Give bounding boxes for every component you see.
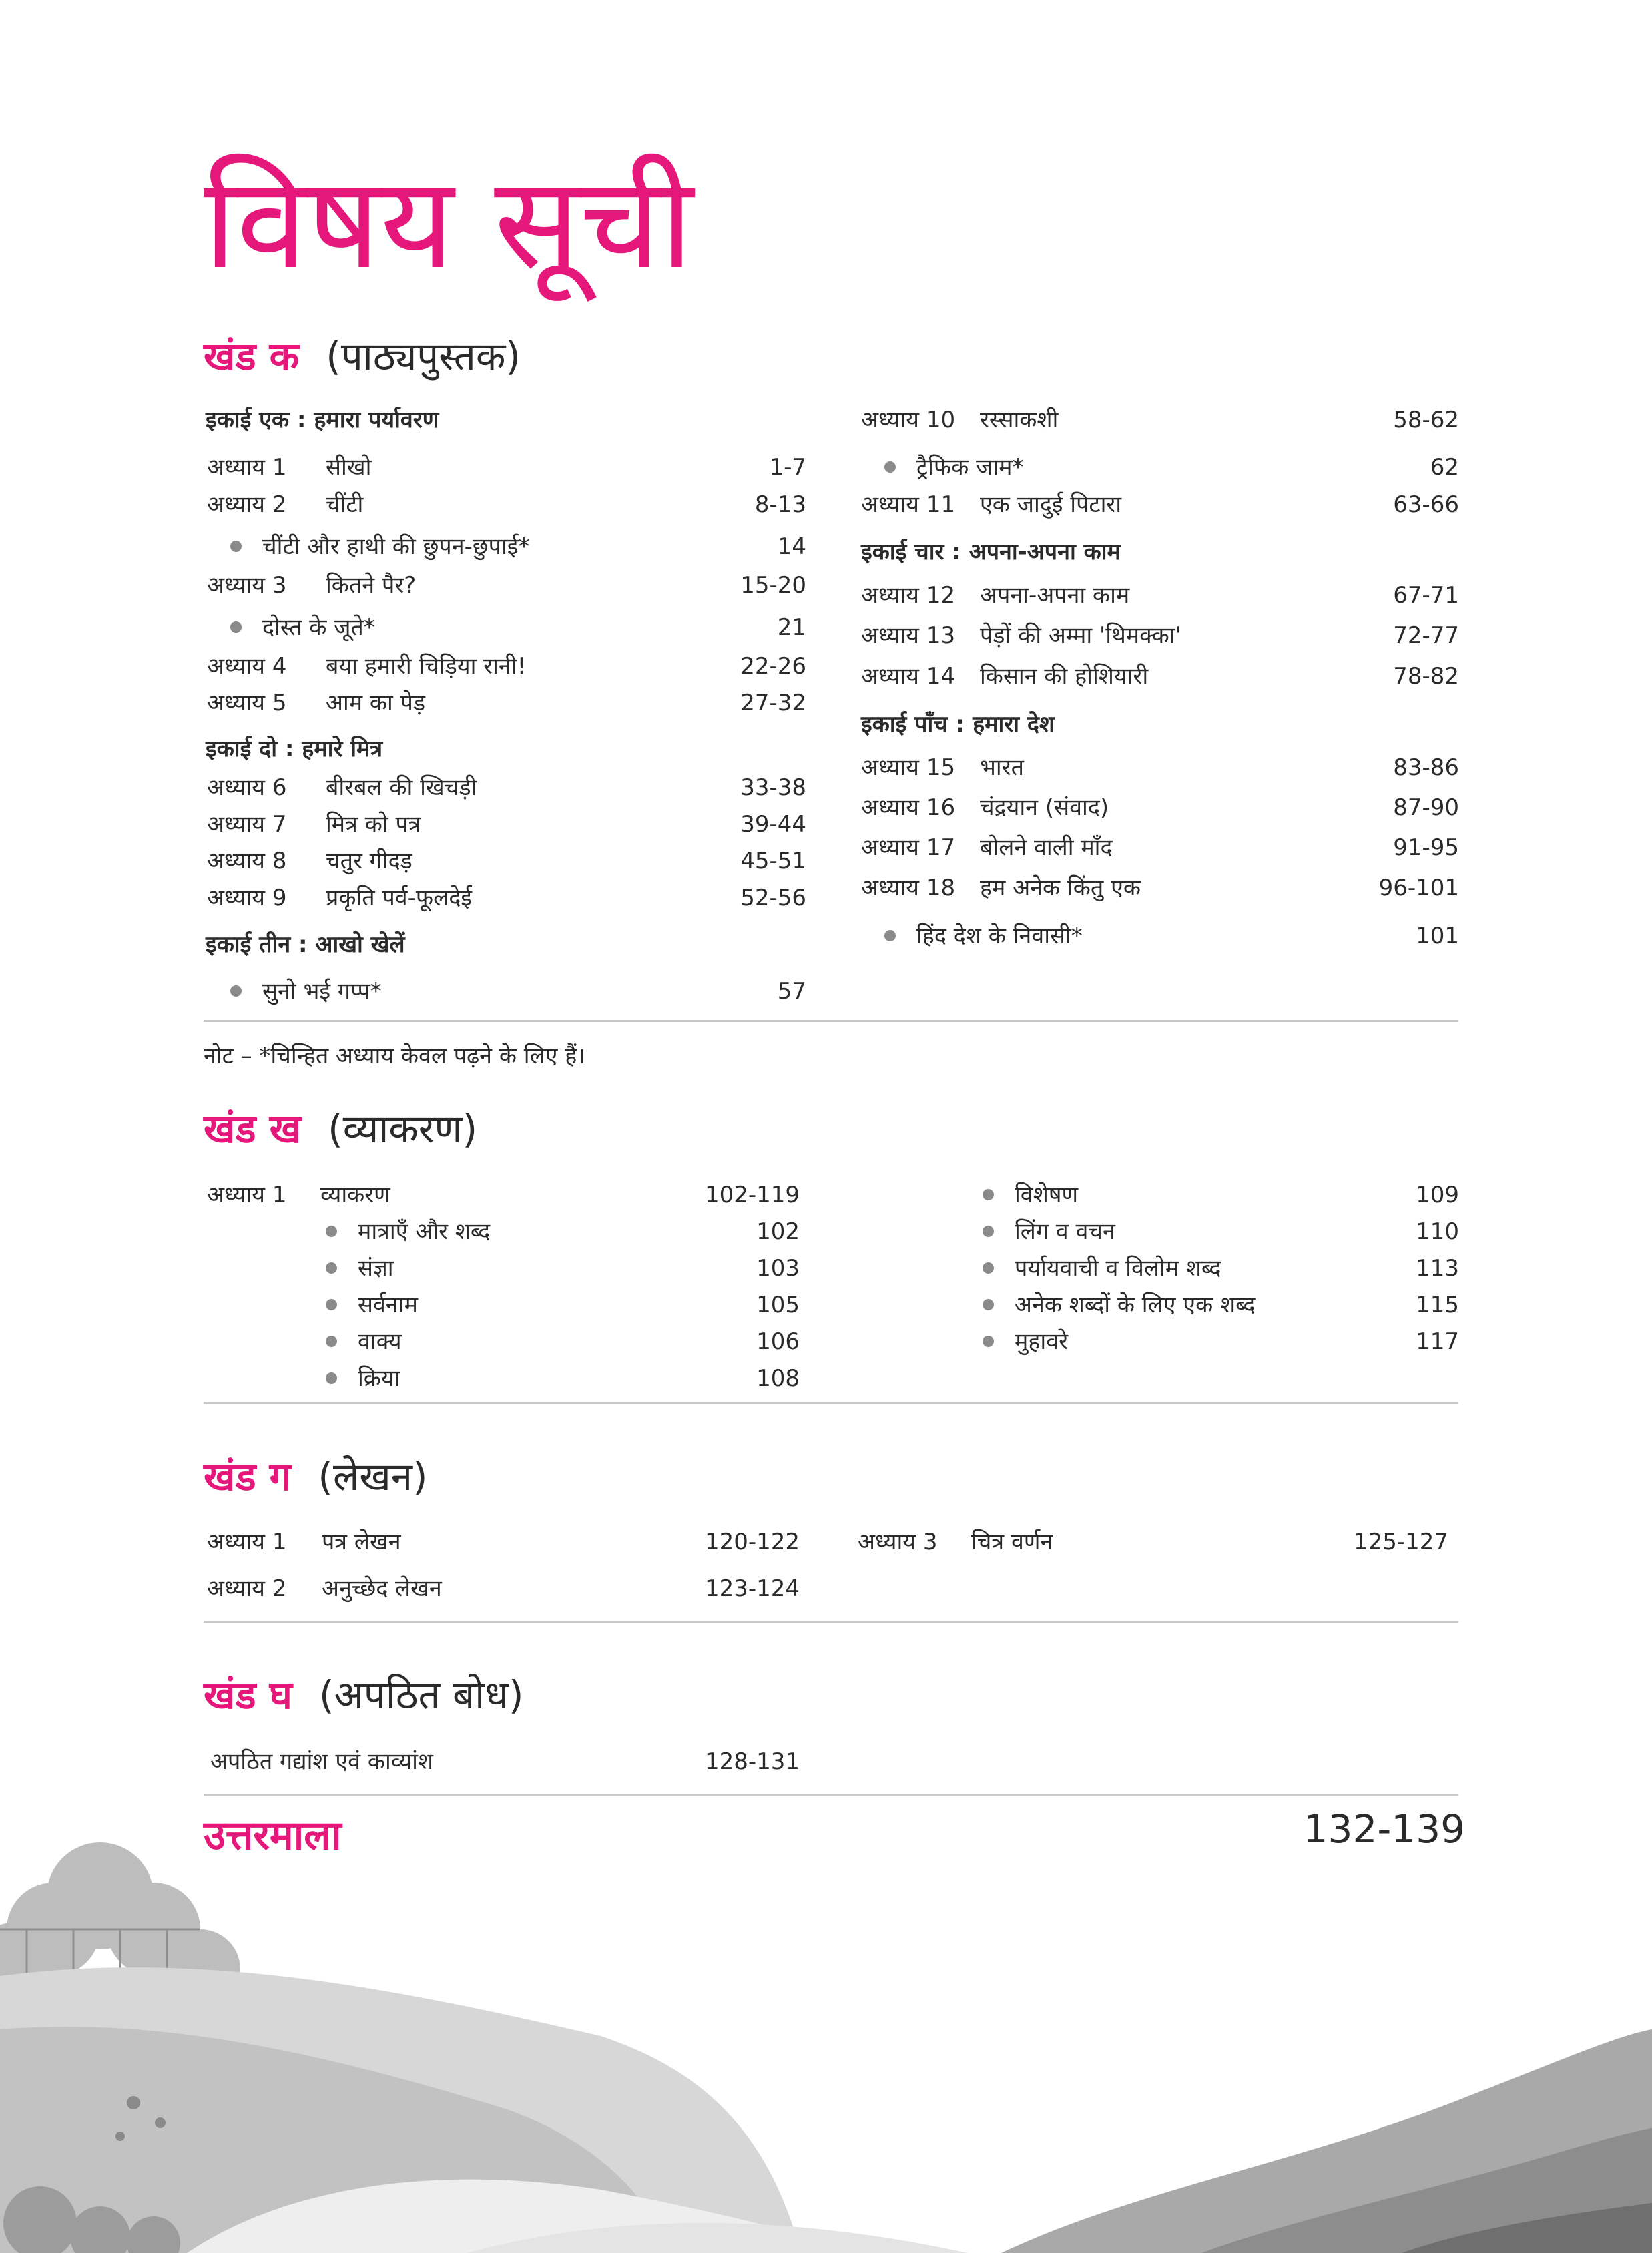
chapter-number: अध्याय 13 [861,622,956,649]
chapter-title: मित्र को पत्र [326,811,421,838]
chapter-title: चतुर गीदड़ [326,848,412,874]
page-range: 52-56 [740,885,806,911]
sub-entry-title: लिंग व वचन [1015,1218,1115,1245]
answer-key-pages: 132-139 [1303,1806,1465,1852]
chapter-title: कितने पैर? [326,572,417,599]
section-d-heading [204,1672,524,1718]
chapter-title: पत्र लेखन [322,1529,401,1555]
page-range: 96-101 [1378,874,1459,901]
unit-4-heading: इकाई चार : अपना-अपना काम [861,539,1121,565]
bullet-icon [326,1336,337,1347]
chapter-number: अध्याय 3 [207,572,287,599]
page-range: 14 [777,533,806,560]
chapter-number: अध्याय 8 [207,848,287,874]
chapter-number: अध्याय 1 [207,1182,287,1208]
sub-entry-title: ट्रैफिक जाम* [916,454,1024,481]
page-range: 117 [1416,1328,1459,1355]
chapter-title: सीखो [326,454,372,481]
bullet-icon [230,541,242,552]
chapter-number: अध्याय 11 [861,491,956,518]
chapter-number: अध्याय 7 [207,811,287,838]
chapter-title: भारत [980,754,1024,781]
chapter-number: अध्याय 3 [858,1529,938,1555]
sub-entry-title: मुहावरे [1015,1328,1069,1355]
chapter-title: बीरबल की खिचड़ी [326,774,477,801]
bullet-icon [230,621,242,633]
chapter-number: अध्याय 10 [861,407,956,433]
page-range: 63-66 [1393,491,1459,518]
chapter-number: अध्याय 17 [861,834,956,861]
page-range: 1-7 [769,454,806,481]
sub-entry-title: अनेक शब्दों के लिए एक शब्द [1015,1292,1256,1318]
page-range: 120-122 [704,1529,800,1555]
page-range: 91-95 [1393,834,1459,861]
sub-entry-title: सुनो भई गप्प* [262,978,382,1005]
bullet-icon [326,1372,337,1384]
section-d-title: (अपठित बोध) [318,1672,524,1718]
chapter-title: बया हमारी चिड़िया रानी! [326,653,527,680]
page-range: 33-38 [740,774,806,801]
chapter-number: अध्याय 6 [207,774,287,801]
section-b-title: (व्याकरण) [328,1106,478,1152]
chapter-title: रस्साकशी [980,407,1059,433]
bullet-icon [884,461,896,473]
chapter-title: एक जादुई पिटारा [980,491,1122,518]
chapter-title: चंद्रयान (संवाद) [980,794,1109,821]
bullet-icon [884,930,896,941]
page-range: 102-119 [704,1182,800,1208]
page-range: 39-44 [740,811,806,838]
sub-entry-title: संज्ञा [358,1255,394,1282]
unit-1-heading: इकाई एक : हमारा पर्यावरण [206,407,439,433]
page-range: 105 [756,1292,800,1318]
chapter-number: अध्याय 5 [207,690,287,716]
chapter-number: अध्याय 1 [207,1529,287,1555]
bullet-icon [983,1299,994,1310]
section-b-key: खंड ख [204,1106,302,1152]
page-range: 102 [756,1218,800,1245]
divider [204,1794,1458,1796]
page-range: 108 [756,1365,800,1392]
page-range: 45-51 [740,848,806,874]
page-range: 22-26 [740,653,806,680]
chapter-number: अध्याय 12 [861,582,956,609]
page-range: 72-77 [1393,622,1459,649]
page-range: 101 [1416,923,1459,949]
chapter-number: अध्याय 15 [861,754,956,781]
sub-entry-title: हिंद देश के निवासी* [916,923,1083,949]
page-range: 78-82 [1393,663,1459,690]
sub-entry-title: पर्यायवाची व विलोम शब्द [1015,1255,1221,1282]
page-range: 21 [777,614,806,641]
page-range: 27-32 [740,690,806,716]
page-range: 128-131 [704,1748,800,1775]
page-range: 113 [1416,1255,1459,1282]
chapter-title: प्रकृति पर्व-फूलदेई [326,885,472,911]
chapter-number: अध्याय 2 [207,1575,287,1602]
chapter-title: अपना-अपना काम [980,582,1130,609]
sub-entry-title: सर्वनाम [358,1292,418,1318]
chapter-title: बोलने वाली माँद [980,834,1113,861]
bullet-icon [983,1226,994,1237]
section-c-heading [204,1454,428,1499]
chapter-title: हम अनेक किंतु एक [980,874,1141,901]
chapter-title: चींटी [326,491,364,518]
divider [204,1402,1458,1404]
chapter-title: व्याकरण [320,1182,390,1208]
page-range: 62 [1430,454,1459,481]
sub-entry-title: क्रिया [358,1365,400,1392]
chapter-number: अध्याय 2 [207,491,287,518]
bullet-icon [230,985,242,997]
chapter-title: किसान की होशियारी [980,663,1149,690]
section-b-heading [204,1106,478,1152]
unit-3-heading: इकाई तीन : आखो खेलें [206,931,405,958]
sub-entry-title: दोस्त के जूते* [262,614,375,641]
page-range: 87-90 [1393,794,1459,821]
sub-entry-title: मात्राएँ और शब्द [358,1218,491,1245]
bullet-icon [326,1299,337,1310]
section-a-title: (पाठ्यपुस्तक) [326,334,521,379]
page-range: 110 [1416,1218,1459,1245]
chapter-title: अनुच्छेद लेखन [322,1575,442,1602]
page-range: 109 [1416,1182,1459,1208]
bullet-icon [326,1262,337,1274]
page-range: 57 [777,978,806,1005]
page-range: 83-86 [1393,754,1459,781]
section-c-key: खंड ग [204,1454,292,1499]
landscape-illustration [0,1816,1652,2253]
chapter-title: अपठित गद्यांश एवं काव्यांश [210,1748,434,1775]
page-range: 115 [1416,1292,1459,1318]
page-range: 106 [756,1328,800,1355]
page-range: 8-13 [754,491,806,518]
chapter-number: अध्याय 14 [861,663,956,690]
chapter-number: अध्याय 9 [207,885,287,911]
page-range: 58-62 [1393,407,1459,433]
bullet-icon [326,1226,337,1237]
unit-5-heading: इकाई पाँच : हमारा देश [861,711,1055,738]
unit-2-heading: इकाई दो : हमारे मित्र [206,736,383,762]
sub-entry-title: वाक्य [358,1328,402,1355]
bullet-icon [983,1336,994,1347]
page-range: 125-127 [1353,1529,1448,1555]
chapter-number: अध्याय 16 [861,794,956,821]
footnote: नोट – *चिन्हित अध्याय केवल पढ़ने के लिए हैं। [204,1043,586,1069]
divider [204,1020,1458,1022]
bullet-icon [983,1262,994,1274]
section-a-key: खंड क [204,334,300,379]
bullet-icon [983,1189,994,1200]
page-title: विषय सूची [204,150,694,297]
chapter-number: अध्याय 18 [861,874,956,901]
section-c-title: (लेखन) [318,1454,428,1499]
sub-entry-title: विशेषण [1015,1182,1079,1208]
answer-key-label[interactable]: उत्तरमाला [204,1812,342,1859]
page-range: 123-124 [704,1575,800,1602]
page-range: 15-20 [740,572,806,599]
page-range: 67-71 [1393,582,1459,609]
page-range: 103 [756,1255,800,1282]
chapter-number: अध्याय 4 [207,653,287,680]
chapter-title: पेड़ों की अम्मा 'थिमक्का' [980,622,1181,649]
chapter-title: आम का पेड़ [326,690,426,716]
divider [204,1621,1458,1623]
sub-entry-title: चींटी और हाथी की छुपन-छुपाई* [262,533,530,560]
section-d-key: खंड घ [204,1672,292,1718]
section-a-heading [204,334,521,379]
chapter-title: चित्र वर्णन [971,1529,1053,1555]
chapter-number: अध्याय 1 [207,454,287,481]
